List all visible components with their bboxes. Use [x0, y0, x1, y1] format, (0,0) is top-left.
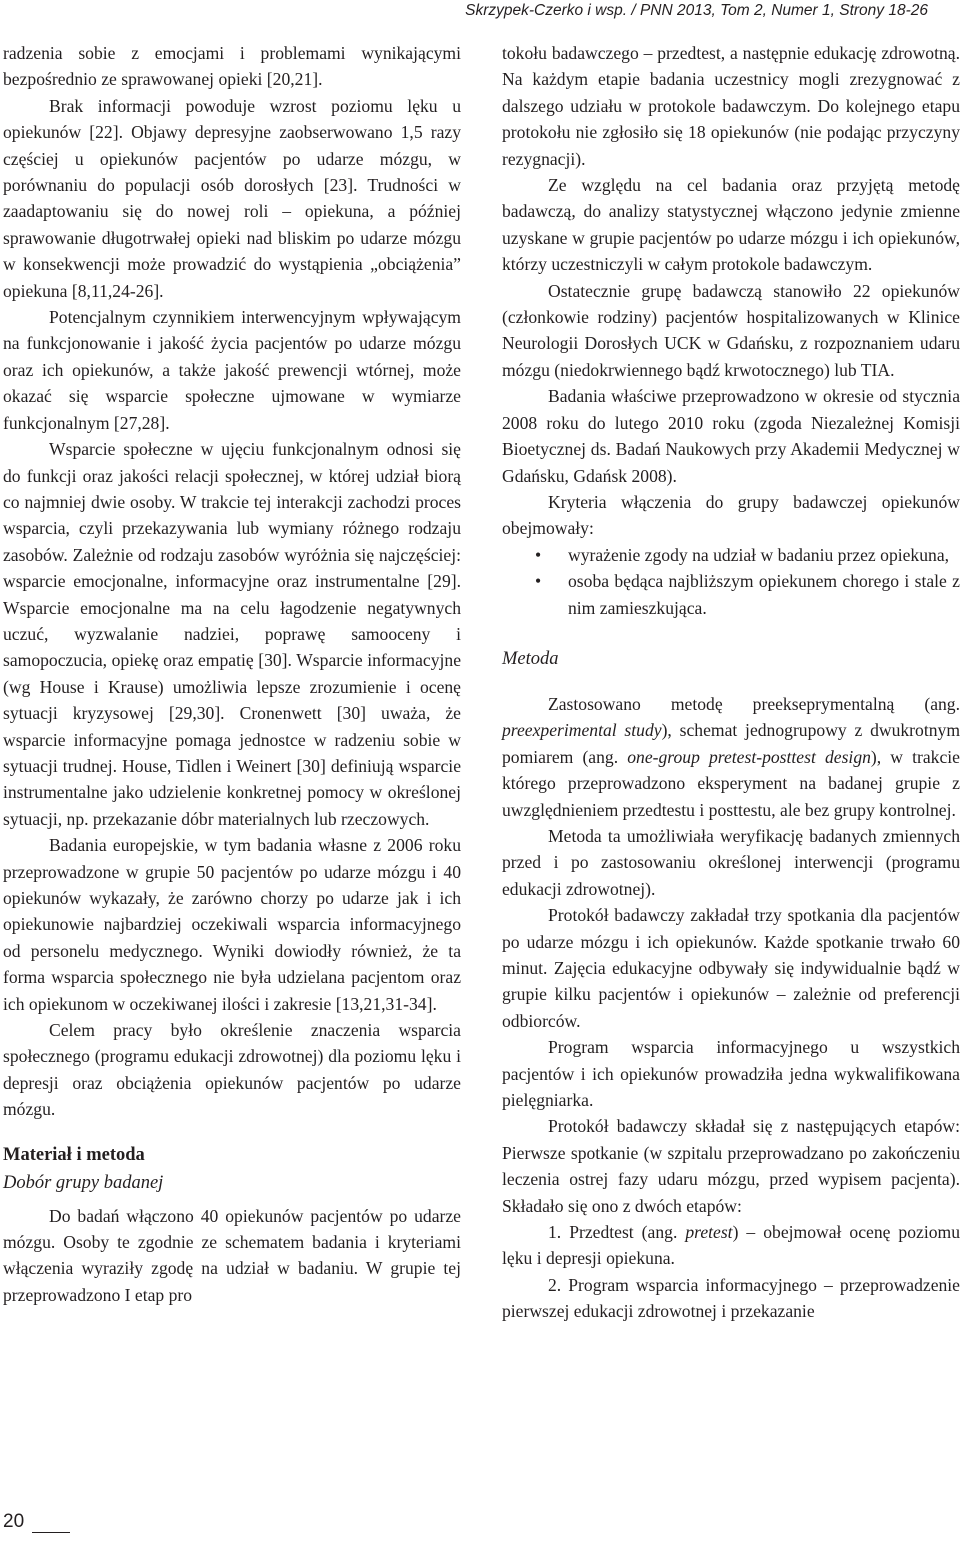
list-item: 1. Przedtest (ang. pretest) – obejmował ocenę poziomu lęku i depresji opiekuna. — [502, 1222, 960, 1269]
running-head: Skrzypek-Czerko i wsp. / PNN 2013, Tom 2, Numer 1, Strony 18-26 — [465, 2, 928, 19]
list-item: • osoba będąca najbliższym opiekunem chorego i stale z nim zamieszkująca. — [502, 568, 960, 621]
inclusion-criteria-list — [502, 542, 960, 621]
bullet-icon: • — [535, 544, 542, 565]
paragraph: Ze względu na cel badania oraz przyjętą metodę badawczą, do analizy statystycznej włączono jedynie zmienne uzyskane w grupie pacjentów po udarze mózgu i ich opiekunów, którzy uczestniczyli w całym protokole badawczym. — [502, 175, 960, 275]
paragraph: Metoda ta umożliwiała weryfikację badanych zmiennych przed i po zastosowaniu określonej interwencji (programu edukacji zdrowotnej). — [502, 825, 960, 899]
subsection-heading: Dobór grupy badanej — [3, 1172, 164, 1193]
left-column — [3, 40, 461, 1308]
section-heading: Materiał i metoda — [3, 1144, 145, 1165]
paragraph: Wsparcie społeczne w ujęciu funkcjonalnym odnosi się do funkcji oraz jakości relacji społecznej, w której udział biorą co najmniej dwie osoby. W trakcie tej interakcji zachodzi proces wsparcia, czyli przekazywania lub wymiany różnego rodzaju zasobów. Zależnie od rodzaju zasobów wyróżnia się najczęściej: wsparcie emocjonalne, informacyjne oraz instrumentalne [29]. Wsparcie emocjonalne ma na celu łagodzenie negatywnych uczuć, wyzwalanie nadziei, poprawę samooceny i samopoczucia, opiekę oraz empatię [30]. Wsparcie informacyjne (wg House i Krause) umożliwia lepsze zrozumienie i ocenę sytuacji kryzysowej [29,30]. Cronenwett [30] uważa, że wsparcie informacyjne pomaga jednostce w radzeniu sobie w sytuacji trudnej. House, Tidlen i Weinert [30] definiują wsparcie instrumentalne jako udzielenie konkretnej pomocy w określonej sytuacji, np. przekazanie dóbr materialnych lub rzeczowych. — [3, 439, 461, 829]
paragraph: Brak informacji powoduje wzrost poziomu lęku u opiekunów [22]. Objawy depresyjne zaobserwowano 1,5 razy częściej u opiekunów pacjentów po udarze mózgu, w porównaniu do populacji osób dorosłych [23]. Trudności w zaadaptowaniu się do nowej roli – opiekuna, a później sprawowanie długotrwałej opieki nad bliskim po udarze mózgu w konsekwencji może prowadzić do wystąpienia „obciążenia” opiekuna [8,11,24-26]. — [3, 95, 461, 301]
bullet-icon: • — [535, 571, 542, 592]
list-item: • wyrażenie zgody na udział w badaniu przez opiekuna, — [502, 542, 960, 568]
paragraph: Badania właściwe przeprowadzono w okresie od stycznia 2008 roku do lutego 2010 roku (zgoda Niezależnej Komisji Bioetycznej ds. Badań Naukowych przy Akademii Medycznej w Gdańsku, Gdańsk 2008). — [502, 386, 960, 486]
paragraph: Do badań włączono 40 opiekunów pacjentów po udarze mózgu. Osoby te zgodnie ze schematem badania i kryteriami włączenia wyraziły zgodę na udział w badaniu. W grupie tej przeprowadzono I etap pro — [3, 1205, 461, 1305]
paragraph: Badania europejskie, w tym badania własne z 2006 roku przeprowadzone w grupie 50 pacjentów po udarze mózgu i 40 opiekunów wykazały, że zarówno chorzy po udarze jak i ich opiekunowie najbardziej oczekiwali wsparcia informacyjnego od personelu medycznego. Wyniki dowiodły również, że ta forma wsparcia społecznego nie była udzielana pacjentom oraz ich opiekunom w oczekiwanej ilości i zakresie [13,21,31-34]. — [3, 835, 461, 1014]
list-item: 2. Program wsparcia informacyjnego – przeprowadzenie pierwszej edukacji zdrowotnej i przekazanie — [502, 1274, 960, 1322]
paragraph: Ostatecznie grupę badawczą stanowiło 22 opiekunów (członkowie rodziny) pacjentów hospitalizowanych w Klinice Neurologii Dorosłych UCK w Gdańsku, z rozpoznaniem udaru mózgu (niedokrwiennego bądź krwotocznego) lub TIA. — [502, 280, 960, 380]
subsection-heading: Metoda — [502, 648, 559, 669]
paragraph: tokołu badawczego – przedtest, a następnie edukację zdrowotną. Na każdym etapie badania uczestnicy mogli zrezygnować z dalszego udziału w protokole badawczym. Do kolejnego etapu protokołu nie zgłosiło się 18 opiekunów (nie podając przyczyny rezygnacji). — [502, 43, 960, 169]
page-number: 20 — [3, 1511, 25, 1532]
paragraph: Kryteria włączenia do grupy badawczej opiekunów obejmowały: — [502, 491, 960, 539]
paragraph: Zastosowano metodę preekseprymentalną (ang. preexperimental study), schemat jednogrupowy z dwukrotnym pomiarem (ang. one-group pretest-posttest design), w trakcie którego przeprowadzono eksperyment na badanej grupie z uwzględnieniem przedtestu i posttestu, ale bez grupy kontrolnej. — [502, 693, 960, 820]
paragraph: Program wsparcia informacyjnego u wszystkich pacjentów i ich opiekunów prowadziła jedna wykwalifikowana pielęgniarka. — [502, 1037, 960, 1111]
right-column — [502, 40, 960, 1325]
paragraph: Celem pracy było określenie znaczenia wsparcia społecznego (programu edukacji zdrowotnej) dla poziomu lęku i depresji oraz obciążenia opiekunów pacjentów po udarze mózgu. — [3, 1020, 461, 1120]
paragraph: radzenia sobie z emocjami i problemami wynikającymi bezpośrednio ze sprawowanej opieki [20,21]. — [3, 43, 461, 90]
paragraph: Protokół badawczy składał się z następujących etapów: Pierwsze spotkanie (w szpitalu przeprowadzano po zakończeniu leczenia ostrej fazy udaru mózgu, przed wypisem pacjenta). Składało się ono z dwóch etapów: — [502, 1116, 960, 1216]
protocol-steps-list — [502, 1219, 960, 1325]
page-number-rule — [32, 1532, 70, 1533]
paragraph: Protokół badawczy zakładał trzy spotkania dla pacjentów po udarze mózgu i ich opiekunów. Każde spotkanie trwało 60 minut. Zajęcia edukacyjne odbywały się indywidualnie bądź w grupie kilku pacjentów i opiekunów – zależnie od preferencji odbiorców. — [502, 905, 960, 1031]
paragraph: Potencjalnym czynnikiem interwencyjnym wpływającym na funkcjonowanie i jakość życia pacjentów po udarze mózgu oraz ich opiekunów, a także jakość prewencji wtórnej, może okazać się wsparcie społeczne ujmowane w wymiarze funkcjonalnym [27,28]. — [3, 307, 461, 433]
